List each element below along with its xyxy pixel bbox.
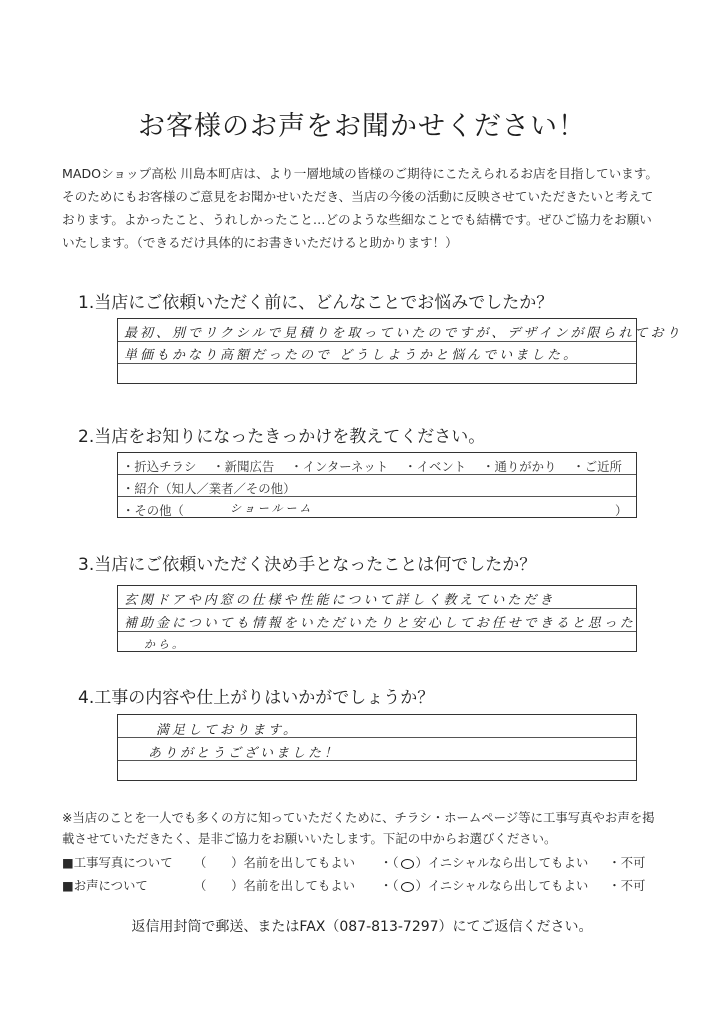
paren-close-label: ）イニシャルなら出してもよい (415, 878, 589, 893)
option-referral[interactable]: ・紹介（知人／業者／その他） (122, 481, 296, 496)
question-3-answer-line-2: 補助金についても情報をいただいたりと安心してお任せできると思った (124, 616, 636, 631)
consent-comments-initial-option[interactable] (380, 878, 592, 893)
option-newspaper-ad[interactable]: ・新聞広告 (212, 459, 275, 474)
question-2-options-box (117, 452, 637, 518)
question-1-label: 1.当店にご依頼いただく前に、どんなことでお悩みでしたか？ (78, 293, 554, 313)
ruled-line (118, 341, 636, 342)
option-passing-by[interactable]: ・通りがかり (482, 459, 557, 474)
photo-consent-note: ※当店のことを一人でも多くの方に知っていただくために、チラシ・ホームページ等に工事写真やお声を掲載させていただきたく、是非ご協力をお願いいたします。下記の中からお選びください。 (62, 810, 655, 846)
circle-mark-icon (401, 882, 414, 892)
option-neighborhood[interactable]: ・ご近所 (572, 459, 622, 474)
consent-comments-name-option[interactable]: （ ）名前を出してもよい (193, 878, 356, 893)
consent-photos-label: ■工事写真について (62, 855, 173, 870)
option-other-label[interactable]: ・その他（ (122, 503, 184, 518)
source-options-row (122, 457, 634, 475)
page-title: お客様のお声をお聞かせください！ (138, 111, 586, 142)
circle-mark-icon (401, 859, 414, 869)
question-4-label: 4.工事の内容や仕上がりはいかがでしょうか？ (78, 688, 435, 708)
question-4-answer-line-1: 満足しております。 (156, 723, 299, 738)
question-1-answer-line-1: 最初、別でリクシルで見積りを取っていたのですが、デザインが限られており (124, 326, 683, 341)
consent-photos-no-option[interactable]: ・不可 (608, 855, 646, 870)
option-flyer[interactable]: ・折込チラシ (122, 459, 197, 474)
ruled-line (118, 631, 636, 632)
option-other-close: ） (615, 503, 628, 518)
question-4-answer-box[interactable] (117, 714, 637, 781)
consent-photos-initial-option[interactable] (380, 855, 592, 870)
question-4-answer-line-2: ありがとうございました！ (148, 746, 341, 761)
option-other-answer: ショールーム (230, 502, 314, 515)
consent-photos-name-option[interactable]: （ ）名前を出してもよい (193, 855, 356, 870)
consent-comments-label: ■お声について (62, 878, 148, 893)
consent-row-photos (62, 853, 645, 871)
return-instructions: 返信用封筒で郵送、またはFAX（087-813-7297）にてご返信ください。 (131, 919, 593, 935)
paren-open: ・（ (379, 878, 399, 893)
question-3-answer-box[interactable] (117, 585, 637, 652)
question-1-answer-line-2: 単価もかなり高額だったので どうしようかと悩んでいました。 (124, 348, 580, 363)
consent-row-comments (62, 876, 645, 894)
question-2-label: 2.当店をお知りになったきっかけを教えてください。 (78, 427, 486, 447)
ruled-line (118, 608, 636, 609)
option-event[interactable]: ・イベント (404, 459, 467, 474)
paren-open: ・（ (379, 855, 399, 870)
paren-close-label: ）イニシャルなら出してもよい (415, 855, 589, 870)
consent-comments-no-option[interactable]: ・不可 (608, 878, 646, 893)
question-3-answer-line-3: から。 (144, 638, 186, 651)
intro-paragraph: MADOショップ高松 川島本町店は、より一層地域の皆様のご期待にこたえられるお店を目指しています。そのためにもお客様のご意見をお聞かせいただき、当店の今後の活動に反映させていただきたいと考えております。よかったこと、うれしかったこと…どのような些細なことでも結構です。ぜひご協力をお願いいたします。（できるだけ具体的にお書きいただけると助かります！） (62, 166, 658, 250)
question-1-answer-box[interactable] (117, 318, 683, 384)
question-3-answer-line-1: 玄関ドアや内窓の仕様や性能について詳しく教えていただき (124, 593, 556, 608)
option-internet[interactable]: ・インターネット (290, 459, 389, 474)
ruled-line (118, 363, 636, 364)
question-3-label: 3.当店にご依頼いただく決め手となったことは何でしたか？ (78, 555, 537, 575)
